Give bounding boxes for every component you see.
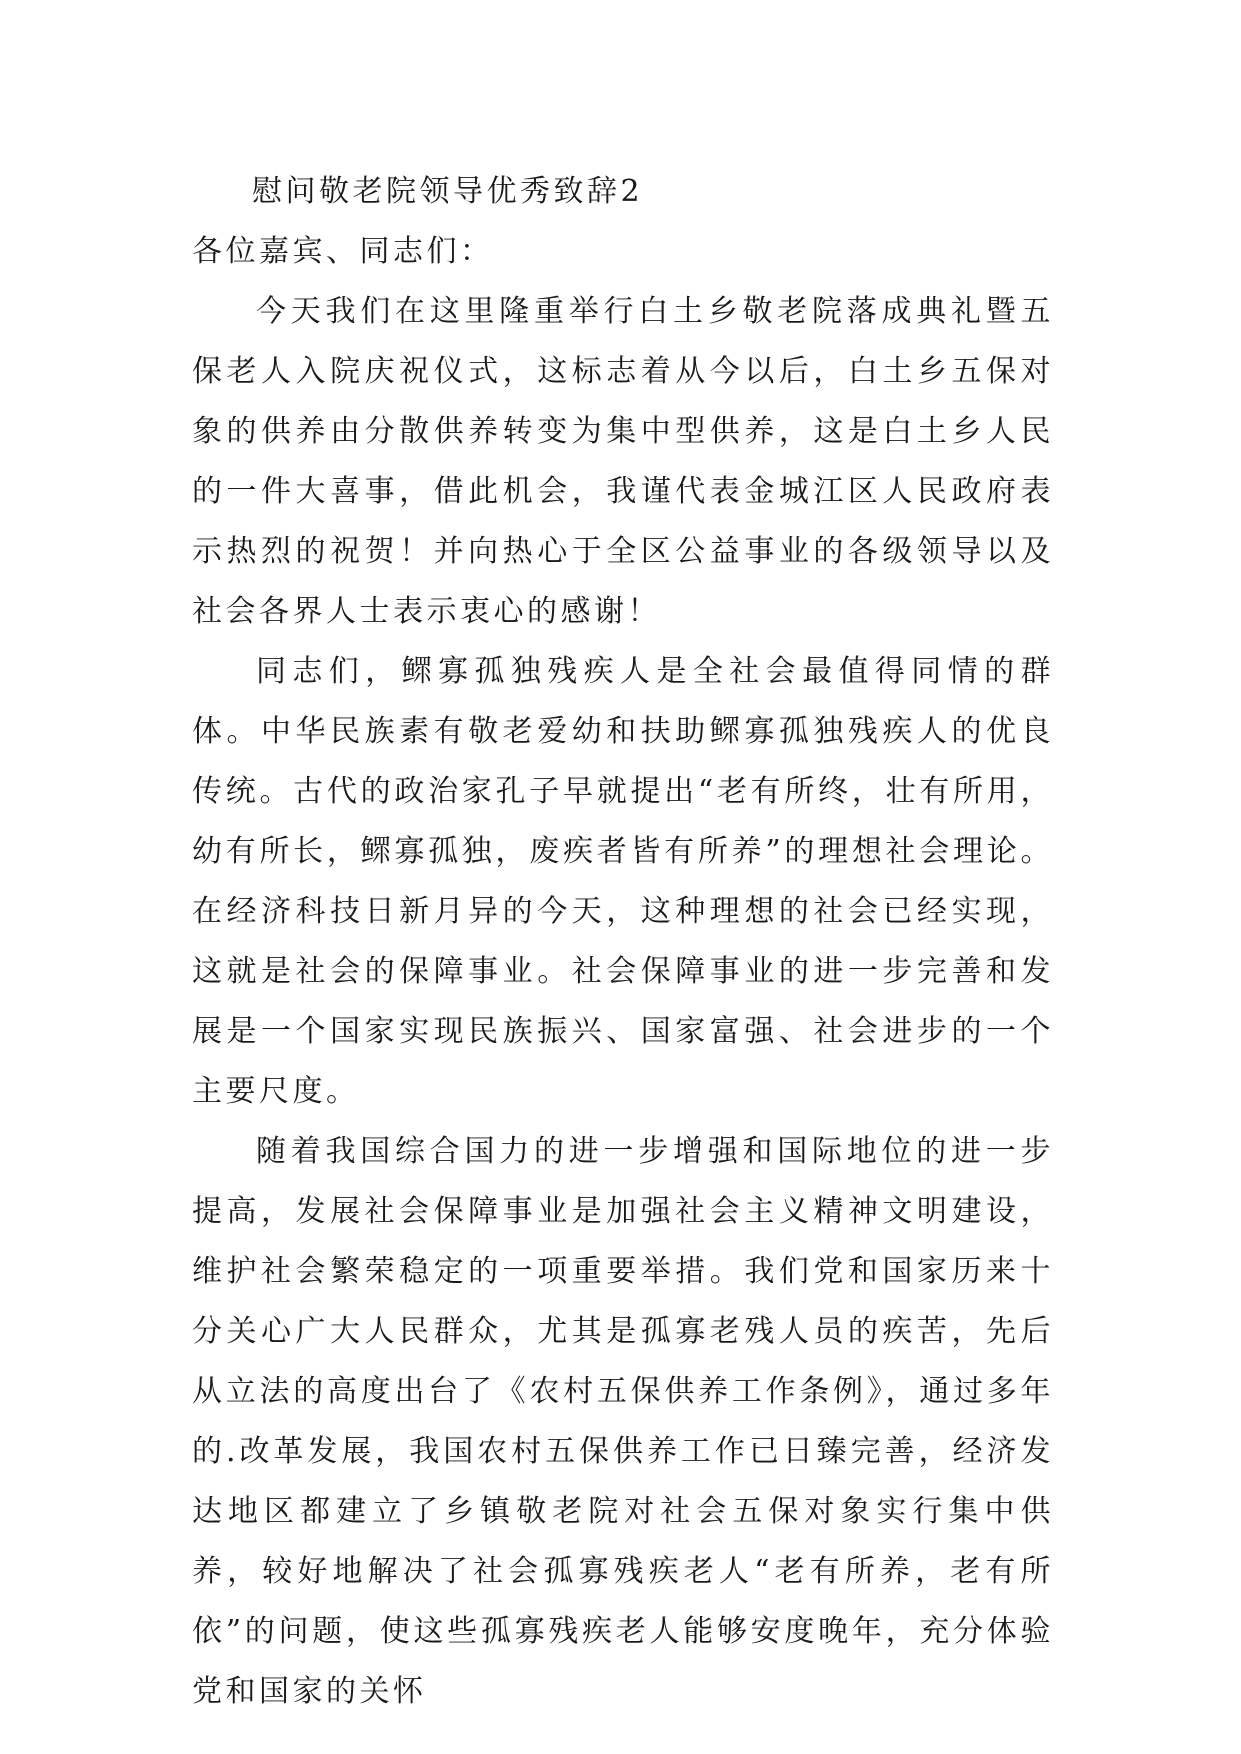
document-title: 慰问敬老院领导优秀致辞2 xyxy=(252,174,644,209)
paragraph-social-tradition: 同志们，鳏寡孤独残疾人是全社会最值得同情的群体。中华民族素有敬老爱幼和扶助鳏寡孤独残疾人的优良传统。古代的政治家孔子早就提出“老有所终，壮有所用，幼有所长，鳏寡孤独，废疾者皆有所养”的理想社会理论。在经济科技日新月异的今天，这种理想的社会已经实现，这就是社会的保障事业。社会保障事业的进一步完善和发展是一个国家实现民族振兴、国家富强、社会进步的一个主要尺度。 xyxy=(192,654,1054,1109)
salutation: 各位嘉宾、同志们： xyxy=(192,234,494,269)
paragraph-social-security: 随着我国综合国力的进一步增强和国际地位的进一步提高，发展社会保障事业是加强社会主义精神文明建设，维护社会繁荣稳定的一项重要举措。我们党和国家历来十分关心广大人民群众，尤其是孤寡老残人员的疾苦，先后从立法的高度出台了《农村五保供养工作条例》，通过多年的.改革发展，我国农村五保供养工作已日臻完善，经济发达地区都建立了乡镇敬老院对社会五保对象实行集中供养，较好地解决了社会孤寡残疾老人“老有所养，老有所依”的问题，使这些孤寡残疾老人能够安度晚年，充分体验党和国家的关怀 xyxy=(192,1134,1054,1709)
document-body xyxy=(192,162,1054,1722)
paragraph-opening: 今天我们在这里隆重举行白土乡敬老院落成典礼暨五保老人入院庆祝仪式，这标志着从今以后，白土乡五保对象的供养由分散供养转变为集中型供养，这是白土乡人民的一件大喜事，借此机会，我谨代表金城江区人民政府表示热烈的祝贺！并向热心于全区公益事业的各级领导以及社会各界人士表示衷心的感谢！ xyxy=(192,294,1054,629)
